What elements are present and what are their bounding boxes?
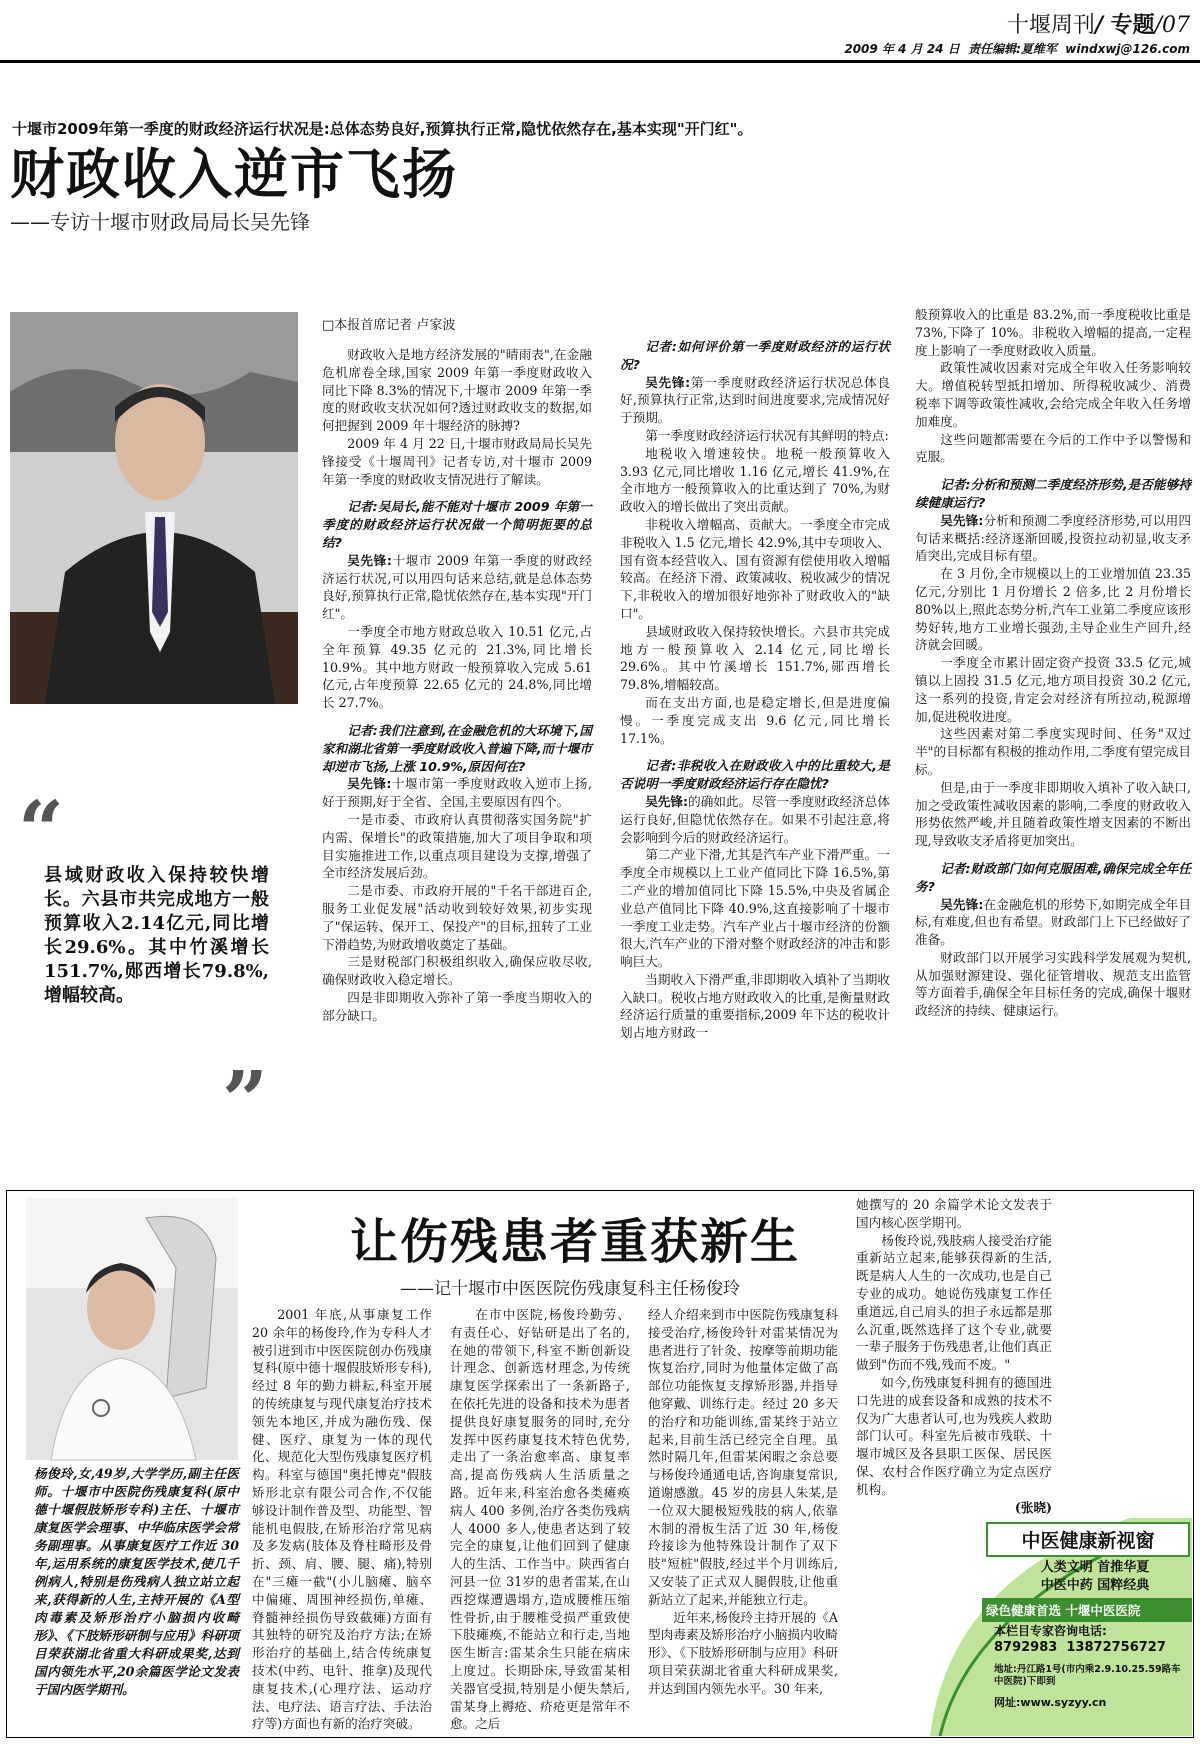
pullquote: 县域财政收入保持较快增长。六县市共完成地方一般预算收入2.14亿元,同比增长29.6%。其中竹溪增长151.7%,郧西增长79.8%,增幅较高。 (44, 865, 269, 1006)
paragraph: 财政部门以开展学习实践科学发展观为契机,从加强财源建设、强化征管增收、规范支出监管等方面着手,确保全年目标任务的完成,确保十堰财政经济的持续、健康运行。 (915, 949, 1191, 1019)
article2-subheadline: ——记十堰市中医医院伤残康复科主任杨俊玲 (400, 1279, 740, 1299)
paragraph: 杨俊玲说,残肢病人接受治疗能重新站立起来,能够获得新的生活,既是病人人生的一次成功,也是自己专业的成功。她说伤残康复工作任重道远,自己肩头的担子永远都是那么沉重,既然选择了这个专业,就要一辈子服务于伤残患者,让他们真正做到"伤而不残,残而不废。" (856, 1232, 1052, 1373)
ad-slogan-1: 人类文明 首推华夏 (1040, 1560, 1150, 1575)
article2-column-4 (856, 1196, 1052, 1515)
speaker-label: 吴先锋: (645, 793, 689, 809)
kicker: 十堰市2009年第一季度的财政经济运行状况是:总体态势良好,预算执行正常,隐忧依然存在,基本实现"开门红"。 (12, 120, 753, 138)
ad-title: 中医健康新视窗 (986, 1522, 1190, 1557)
speaker-label: 吴先锋: (940, 896, 984, 912)
paragraph: 第二产业下滑,尤其是汽车产业下滑严重。一季度全市规模以上工业产值同比下降 16.5%,第二产业的增加值同比下降 15.5%,中央及省属企业总产值同比下降 40.9%,这直接影响了十堰市一季度工业走势。汽车产业占十堰市经济的份额很大,汽车产业的下滑对整个财政经济的冲击和影响巨大。 (620, 847, 890, 970)
section-name: 专题 (1110, 12, 1155, 38)
article1-column-2 (620, 328, 890, 1188)
interviewee-answer (620, 793, 890, 846)
ad-phone-label: 本栏目专家咨询电话: (994, 1624, 1107, 1638)
doctor-caption: 杨俊玲,女,49岁,大学学历,副主任医师。十堰市中医院伤残康复科(原中德十堰假肢矫形专科)主任、十堰市康复医学会理事、中华临床医学会常务副理事。从事康复医疗工作近 30年,运用系统的康复医学技术,使几千例病人,特别是伤残病人独立站立起来,获得新的人生,主持开展的《A型肉毒素及矫形治疗小脑损内收畸形》、《下肢矫形研制与应用》科研项目荣获湖北省重大科研成果奖,达到国内领先水平,20余篇医学论文发表于国内医学期刊。 (34, 1466, 239, 1697)
subheadline: ——专访十堰市财政局局长吴先锋 (10, 210, 310, 234)
article2-col3b-text: 近年来,杨俊玲主持开展的《A型肉毒素及矫形治疗小脑损内收畸形》、《下肢矫形研制与应用》科研项目荣获湖北省重大科研成果奖,并达到国内领先水平。30 年来, (648, 1609, 838, 1696)
ad-address-label: 地址: (994, 1664, 1017, 1675)
ad-web-label: 网址: (994, 1696, 1021, 1709)
editor-label: 责任编辑: (968, 42, 1021, 56)
paragraph: 她撰写的 20 余篇学术论文发表于国内核心医学期刊。 (856, 1197, 1052, 1230)
answer-text: 在金融危机的形势下,如期完成全年目标,有难度,但也有希望。财政部门上下已经做好了准备。 (915, 896, 1191, 948)
headline: 财政收入逆市飞扬 (10, 142, 458, 206)
speaker-label: 吴先锋: (940, 512, 984, 528)
article2-column-3 (648, 1306, 838, 1736)
doctor-illustration (26, 1198, 238, 1460)
ad-phone-1: 8792983 (994, 1640, 1058, 1655)
article2-col2-text: 在市中医院,杨俊玲勤劳、有责任心、好钻研是出了名的,在她的带领下,科室不断创新设计理念、创新选材理念,为传统康复医学探索出了一条新路子,在依托先进的设备和技术为患者提供良好康复服务的同时,充分发挥中医药康复技术特色优势,走出了一条治愈率高、康复率高,提高伤残病人生活质量之路。近年来,科室治愈各类瘫痪病人 400 多例,治疗各类伤残病人 4000 多人,使患者达到了较完全的康复,让他们回到了健康人的生活、工作当中。陕西省白河县一位 31岁的患者雷某,在山西挖煤遭遇塌方,造成腰椎压缩性骨折,由于腰椎受损严重致使下肢瘫痪,不能站立和行走,当地医生断言:雷某余生只能在病床上度过。长期卧床,导致雷某相关器官受损,特别是小便失禁后,雷某身上褥疮、疥疮更是常年不愈。之后 (450, 1307, 630, 1732)
paragraph: 非税收入增幅高、贡献大。一季度全市完成非税收入 1.5 亿元,增长 42.9%,其中专项收入、国有资本经营收入、国有资源有偿使用收入增幅较高。在经济下滑、政策减收、税收减少的情况下,非税收入的增加很好地弥补了财政收入的"缺口"。 (620, 516, 890, 621)
masthead-title: 十堰周刊 (1006, 13, 1095, 38)
answer-text: 十堰市 2009 年第一季度的财政经济运行状况,可以用四句话来总结,就是总体态势良好,预算执行正常,隐忧依然存在,基本实现"开门红"。 (322, 552, 592, 622)
author-credit: (张晓) (1014, 1499, 1052, 1515)
paragraph: 地税收入增速较快。地税一般预算收入 3.93 亿元,同比增收 1.16 亿元,增长 41.9%,在全市地方一般预算收入的比重达到了 70%,为财政收入的增长做出了突出贡献。 (620, 445, 890, 515)
paragraph: 财政收入是地方经济发展的"晴雨表",在金融危机席卷全球,国家 2009 年第一季度财政收入同比下降 8.3%的情况下,十堰市 2009 年第一季度的财政收支状况如何?透过财政收支的数据,如何把握到 2009 年十堰经济的脉搏? (322, 347, 592, 434)
header-rule (0, 60, 1200, 63)
speaker-label: 吴先锋: (347, 552, 392, 568)
interviewee-answer (322, 552, 592, 623)
editor-name: 夏维军 (1020, 42, 1057, 56)
ad-address-row (994, 1664, 1190, 1688)
paragraph: 二是市委、市政府开展的"千名干部进百企,服务工业促发展"活动收到较好效果,初步实现了"保运转、保开工、保投产"的目标,扭转了工业下滑趋势,为财政增收奠定了基础。 (322, 883, 592, 952)
paragraph: 在 3 月份,全市规模以上的工业增加值 23.35 亿元,分别比 1 月份增长 2 倍多,比 2 月份增长 80%以上,照此态势分析,汽车工业第二季度应该形势好转,地方工业增长强劲,主导企业生产回升,经济就会回暖。 (915, 566, 1191, 653)
answer-text: 第一季度财政经济运行状况总体良好,预算执行正常,达到时间进度要求,完成情况好于预期。 (620, 374, 890, 426)
ad-slogan-2: 中医中药 国粹经典 (1040, 1578, 1150, 1593)
answer-text: 的确如此。尽管一季度财政经济总体运行良好,但隐忧依然存在。如果不引起注意,将会影响到今后的财政经济运行。 (620, 793, 891, 845)
paragraph: 这些问题都需要在今后的工作中予以警惕和克服。 (915, 431, 1191, 465)
paragraph: 三是财税部门积极组织收入,确保应收尽收,确保财政收入稳定增长。 (322, 954, 592, 988)
reporter-question: 记者:财政部门如何克服困难,确保完成全年任务? (915, 860, 1191, 894)
answer-text: 分析和预测二季度经济形势,可以用四句话来概括:经济逐渐回暖,投资拉动初显,收支矛盾突出,完成目标有望。 (915, 512, 1191, 564)
article1-column-1 (322, 346, 592, 1186)
interview-photo (10, 312, 298, 704)
quote-close-mark: ” (222, 1053, 269, 1147)
paragraph: 第一季度财政经济运行状况有其鲜明的特点: (645, 427, 889, 443)
answer-text: 十堰市第一季度财政收入逆市上扬,好于预期,好于全省、全国,主要原因有四个。 (322, 776, 592, 810)
ad-address: 丹江路1号(市内乘2.9.10.25.59路车中医院)下即到 (994, 1664, 1181, 1687)
paragraph: 一季度全市累计固定资产投资 33.5 亿元,城镇以上固投 31.5 亿元,地方项目投资 30.2 亿元,这一系列的投资,肯定会对经济有所拉动,税源增加,促进税收进度。 (915, 655, 1191, 724)
ad-web-row (994, 1694, 1106, 1710)
paragraph: 政策性减收因素对完成全年收入任务影响较大。增值税转型抵扣增加、所得税收减少、消费税率下调等政策性减收,会给完成全年收入任务增加难度。 (915, 360, 1191, 429)
paragraph: 一是市委、市政府认真贯彻落实国务院"扩内需、保增长"的政策措施,加大了项目争取和项目实施推进工作,以重点项目建设为支撑,增强了全市经济发展后劲。 (322, 811, 592, 881)
page-number: /07 (1154, 13, 1190, 38)
paragraph: 但是,由于一季度非即期收入填补了收入缺口,加之受政策性减收因素的影响,二季度的财政收入形势依然严峻,并且随着政策性增支因素的不断出现,导致收支矛盾将更加突出。 (915, 779, 1191, 849)
doctor-photo (26, 1198, 238, 1460)
paragraph: 当期收入下滑严重,非即期收入填补了当期收入缺口。税收占地方财政收入的比重,是衡量财政经济运行质量的重要指标,2009 年下达的税收计划占地方财政一 (620, 971, 890, 1041)
article1-column-3 (915, 306, 1191, 1186)
byline: □本报首席记者 卢家波 (322, 318, 456, 333)
paragraph: 一季度全市地方财政总收入 10.51 亿元,占全年预算 49.35 亿元的 21.3%,同比增长 10.9%。其中地方财政一般预算收入完成 5.61 亿元,占年度预算 22.65 亿元的 24.8%,同比增长 27.7%。 (322, 623, 592, 711)
issue-date: 2009 年 4 月 24 日 (844, 42, 960, 56)
ad-phones (994, 1640, 1166, 1655)
paragraph: 这些因素对第二季度实现时间、任务"双过半"的目标都有积极的推动作用,二季度有望完成目标。 (915, 726, 1191, 777)
ad-website-link[interactable]: www.syzyy.cn (1020, 1696, 1107, 1709)
ad-phone-2: 13872756727 (1066, 1640, 1166, 1655)
interviewee-answer (322, 775, 592, 811)
paragraph: 2009 年 4 月 22 日,十堰市财政局局长吴先锋接受《十堰周刊》记者专访,对十堰市 2009 年第一季度的财政收支情况进行了解读。 (322, 435, 592, 487)
article2-column-2 (450, 1306, 630, 1736)
quote-open-mark: “ (18, 783, 65, 877)
ad-banner: 绿色健康首选 十堰中医医院 (982, 1598, 1192, 1622)
masthead: 十堰周刊/ 专题/07 (1006, 12, 1190, 38)
reporter-question: 记者:吴局长,能不能对十堰市 2009 年第一季度的财政经济运行状况做一个简明扼要的总结? (322, 499, 592, 550)
article2-col3-text: 经人介绍来到市中医院伤残康复科接受治疗,杨俊玲针对雷某情况为患者进行了针灸、按摩等前期功能恢复治疗,同时为他量体定做了高部位功能恢复支撑矫形器,并指导他穿戴、训练行走。经过 20 多天的治疗和功能训练,雷某终于站立起来,目前生活已经完全自理。虽然时隔几年,但雷某闲暇之余总要与杨俊玲通通电话,咨询康复常识,道谢感激。45 岁的房县人朱某,是一位双大腿极短残肢的病人,依靠木制的滑板生活了近 30 年,杨俊玲接诊为他特殊设计制作了双下肢"短桩"假肢,经过半个月训练后,又安装了正式双人腿假肢,让他重新站立了起来,并能独立行走。 (648, 1307, 838, 1607)
reporter-question: 记者:我们注意到,在金融危机的大环境下,国家和湖北省第一季度财政收入普遍下降,而十堰市却逆市飞扬,上涨 10.9%,原因何在? (322, 722, 592, 774)
article2-headline: 让伤残患者重获新生 (350, 1214, 801, 1270)
interviewee-answer (915, 896, 1191, 949)
reporter-question: 记者:如何评价第一季度财政经济的运行状况? (620, 339, 890, 372)
paragraph: 而在支出方面,也是稳定增长,但是进度偏慢。一季度完成支出 9.6 亿元,同比增长 17.1%。 (620, 694, 890, 746)
reporter-question: 记者:非税收入在财政收入中的比重较大,是否说明一季度财政经济运行存在隐忧? (620, 758, 890, 792)
reporter-question: 记者:分析和预测二季度经济形势,是否能够持续健康运行? (915, 477, 1191, 510)
paragraph: 般预算收入的比重是 83.2%,而一季度税收比重是 73%,下降了 10%。非税收入增幅的提高,一定程度上影响了一季度财政收入质量。 (915, 307, 1191, 358)
paragraph: 县域财政收入保持较快增长。六县市共完成地方一般预算收入 2.14 亿元,同比增长 29.6%。其中竹溪增长 151.7%,郧西增长 79.8%,增幅较高。 (620, 623, 890, 693)
paragraph: 四是非即期收入弥补了第一季度当期收入的部分缺口。 (322, 989, 592, 1023)
interviewee-answer (620, 374, 890, 427)
speaker-label: 吴先锋: (347, 776, 392, 792)
header-dateline (720, 40, 1190, 57)
speaker-label: 吴先锋: (645, 374, 691, 390)
editor-email: windxwj@126.com (1065, 42, 1190, 56)
interviewee-answer (915, 512, 1191, 565)
paragraph: 如今,伤残康复科拥有的德国进口先进的成套设备和成熟的技术不仅为广大患者认可,也为残疾人救助部门认可。科室先后被市残联、十堰市城区及各县职工医保、居民医保、农村合作医疗确立为定点医疗机构。 (856, 1374, 1052, 1497)
portrait-illustration (10, 312, 298, 704)
article2-col1-text: 2001 年底,从事康复工作 20 余年的杨俊玲,作为专科人才被引进到市中医医院创办伤残康复科(原中德十堰假肢矫形专科),经过 8 年的勤力耕耘,科室开展的传统康复与现代康复治疗技术领先本地区,并成为融伤残、保健、医疗、康复为一体的现代化、规范化大型伤残康复医疗机构。科室与德国"奥托博克"假肢矫形北京有限公司合作,不仅能够设计制作普及型、功能型、智能机电假肢,在矫形治疗常见病及多发病(肢体及脊柱畸形及骨折、颈、肩、腰、腿、痛),特别在"三瘫一截"(小儿脑瘫、脑卒中偏瘫、周围神经损伤,单瘫、脊髓神经损伤导致截瘫)方面有其独特的研究及治疗方法;在矫形治疗的基础上,结合传统康复技术(中药、电针、推拿)及现代康复技术,(心理疗法、运动疗法、电疗法、语言疗法、手法治疗等)方面也有新的治疗突破。 (252, 1307, 432, 1732)
ad-block (930, 1518, 1192, 1736)
article2-column-1 (252, 1306, 432, 1736)
